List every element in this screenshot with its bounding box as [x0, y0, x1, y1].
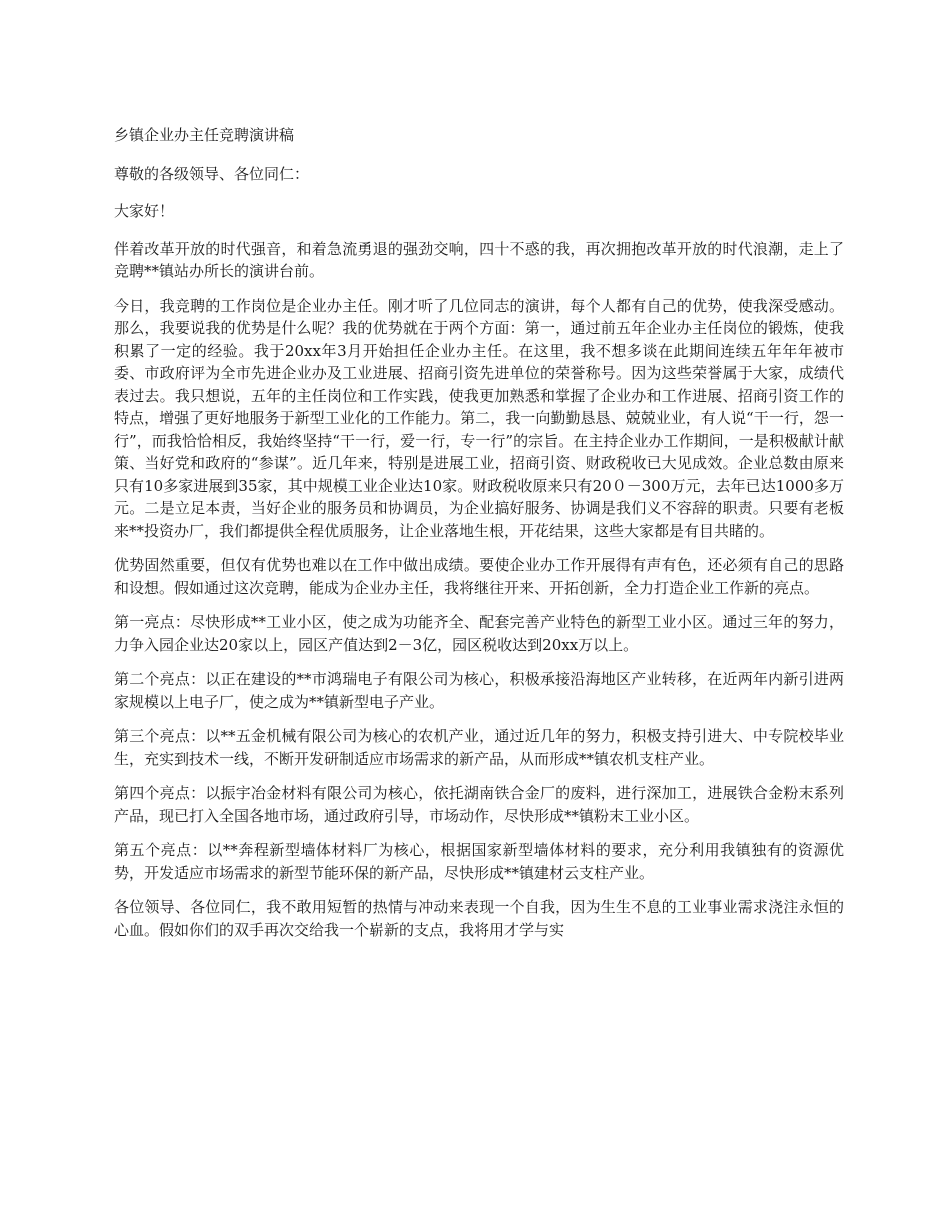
- salutation: 尊敬的各级领导、各位同仁：: [114, 164, 310, 183]
- paragraph-highlight-1: 第一亮点：尽快形成**工业小区，使之成为功能齐全、配套完善产业特色的新型工业小区。通过三年的努力，力争入园企业达20家以上，园区产值达到2－3亿，园区税收达到20xx万以上。: [114, 613, 844, 654]
- paragraph-highlight-5: 第五个亮点：以**奔程新型墙体材料厂为核心，根据国家新型墙体材料的要求，充分利用我镇独有的资源优势，开发适应市场需求的新型节能环保的新产品，尽快形成**镇建材云支柱产业。: [114, 841, 844, 882]
- paragraph-intro: 伴着改革开放的时代强音，和着急流勇退的强劲交响，四十不惑的我，再次拥抱改革开放的时代浪潮，走上了竞聘**镇站办所长的演讲台前。: [114, 239, 844, 280]
- paragraph-highlight-2: 第二个亮点：以正在建设的**市鸿瑞电子有限公司为核心，积极承接沿海地区产业转移，在近两年内新引进两家规模以上电子厂，使之成为**镇新型电子产业。: [114, 670, 844, 711]
- paragraph-closing: 各位领导、各位同仁，我不敢用短暂的热情与冲动来表现一个自我，因为生生不息的工业事业需求浇注永恒的心血。假如你们的双手再次交给我一个崭新的支点，我将用才学与实: [114, 898, 844, 939]
- paragraph-plans: 优势固然重要，但仅有优势也难以在工作中做出成绩。要使企业办工作开展得有声有色，还必须有自己的思路和设想。假如通过这次竞聘，能成为企业办主任，我将继往开来、开拓创新，全力打造企业工作新的亮点。: [114, 556, 844, 597]
- document-page: [114, 124, 844, 953]
- paragraph-advantages: 今日，我竞聘的工作岗位是企业办主任。刚才听了几位同志的演讲，每个人都有自己的优势，使我深受感动。那么，我要说我的优势是什么呢？我的优势就在于两个方面：第一，通过前五年企业办主任岗位的锻炼，使我积累了一定的经验。我于20xx年3月开始担任企业办主任。在这里，我不想多谈在此期间连续五年年年被市委、市政府评为全市先进企业办及工业进展、招商引资先进单位的荣誉称号。因为这些荣誉属于大家，成绩代表过去。我只想说，五年的主任岗位和工作实践，使我更加熟悉和掌握了企业办和工作进展、招商引资工作的特点，增强了更好地服务于新型工业化的工作能力。第二，我一向勤勤恳恳、兢兢业业，有人说“干一行，怨一行”，而我恰恰相反，我始终坚持“干一行，爱一行，专一行”的宗旨。在主持企业办工作期间，一是积极献计献策、当好党和政府的“参谋”。近几年来，特别是进展工业，招商引资、财政税收已大见成效。企业总数由原来只有10多家进展到35家，其中规模工业企业达10家。财政税收原来只有20０－300万元，去年已达1000多万元。二是立足本责，当好企业的服务员和协调员，为企业搞好服务、协调是我们义不容辞的职责。只要有老板来**投资办厂，我们都提供全程优质服务，让企业落地生根，开花结果，这些大家都是有目共睹的。: [114, 296, 844, 540]
- document-title: 乡镇企业办主任竞聘演讲稿: [114, 126, 295, 144]
- paragraph-highlight-3: 第三个亮点：以**五金机械有限公司为核心的农机产业，通过近几年的努力，积极支持引进大、中专院校毕业生，充实到技术一线，不断开发研制适应市场需求的新产品，从而形成**镇农机支柱产业。: [114, 727, 844, 768]
- greeting: 大家好！: [114, 202, 175, 220]
- paragraph-highlight-4: 第四个亮点：以振宇冶金材料有限公司为核心，依托湖南铁合金厂的废料，进行深加工，进展铁合金粉末系列产品，现已打入全国各地市场，通过政府引导，市场动作，尽快形成**镇粉末工业小区。: [114, 784, 844, 825]
